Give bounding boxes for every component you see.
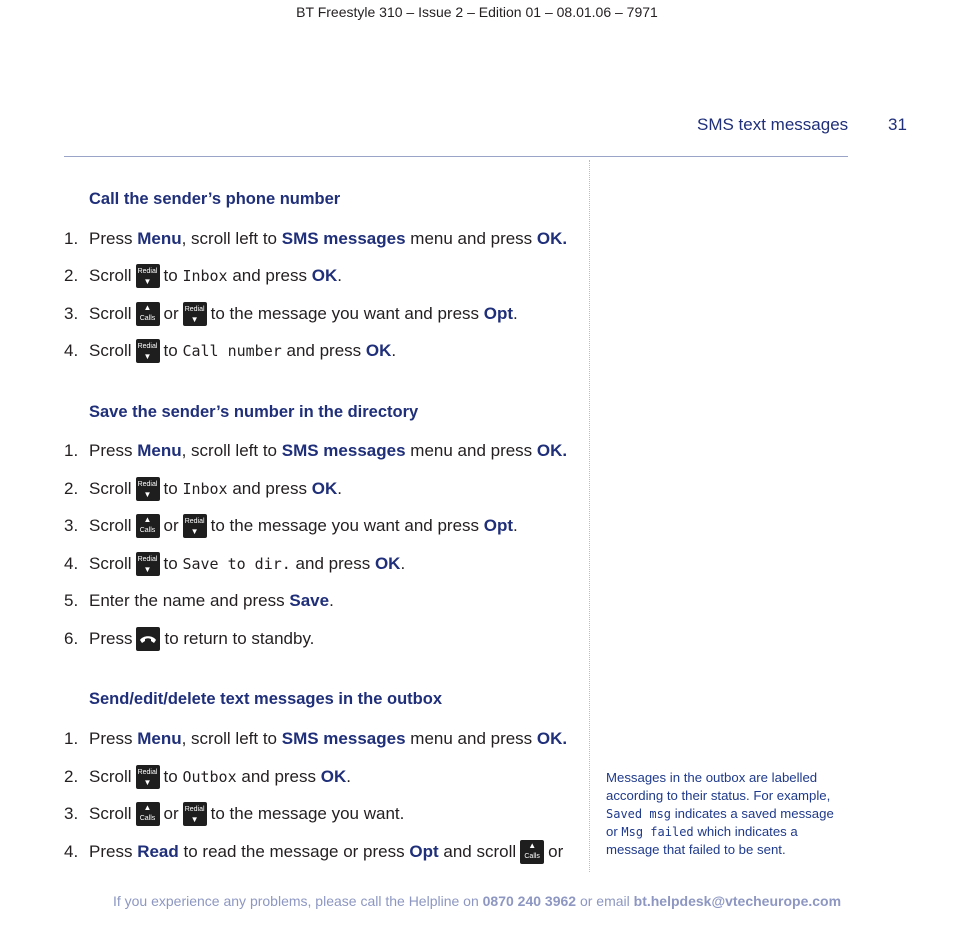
read-key-label: Read [137,842,179,861]
step-text: to [163,341,178,360]
step-item [64,338,396,364]
menu-key-label: Menu [137,229,182,248]
note-text: indicates a saved message or [606,806,834,839]
sms-menu-label: SMS messages [281,441,406,460]
step-text: to return to standby. [164,629,315,648]
opt-key-label: Opt [409,842,439,861]
document-id-header: BT Freestyle 310 – Issue 2 – Edition 01 – 08.01.06 – 7971 [296,4,658,20]
step-text: Scroll [89,479,132,498]
helpline-footer [0,893,954,909]
step-number: 5. [64,591,79,610]
step-text: and press [232,479,307,498]
step-item [64,726,567,752]
step-text: menu and press [410,441,533,460]
step-text: . [329,591,334,610]
step-text: Press [89,229,133,248]
step-item [64,839,563,865]
step-text: to the message you want. [210,804,405,823]
sms-menu-label: SMS messages [281,729,406,748]
side-note [606,769,846,859]
header-rule [64,156,848,157]
step-text: Scroll [89,554,132,573]
step-item [64,626,314,652]
step-item [64,438,567,464]
redial-down-key-icon: Redial ▼ [183,802,207,826]
step-text: Press [89,729,133,748]
step-number: 3. [64,516,79,535]
step-item [64,551,405,577]
ok-key-label: OK [311,266,338,285]
step-item [64,513,518,539]
footer-text: If you experience any problems, please call the Helpline on [112,893,479,909]
screen-text: Outbox [182,768,237,786]
step-text: Scroll [89,304,132,323]
step-text: and press [286,341,362,360]
step-text: menu and press [410,729,533,748]
screen-text-saved: Saved msg [606,807,672,821]
step-number: 2. [64,266,79,285]
calls-up-key-icon: ▲ Calls [520,840,544,864]
step-text: . [337,479,342,498]
redial-down-key-icon: Redial ▼ [183,302,207,326]
step-text: Scroll [89,266,132,285]
menu-key-label: Menu [137,441,182,460]
step-text: to [163,767,178,786]
subheading-save-number: Save the sender’s number in the directory [89,403,419,421]
column-divider [589,160,590,872]
step-number: 4. [64,341,79,360]
step-text: , scroll left to [181,229,278,248]
ok-key-label: OK. [536,729,568,748]
page-number: 31 [888,115,907,134]
save-key-label: Save [289,591,330,610]
note-text: Messages in the outbox are labelled according to their status. For example, [606,770,831,803]
step-text: . [400,554,406,573]
screen-text: Inbox [182,480,228,498]
step-text: menu and press [410,229,533,248]
menu-key-label: Menu [137,729,182,748]
calls-up-key-icon: ▲ Calls [136,302,160,326]
step-text: and scroll [443,842,517,861]
step-text: , scroll left to [181,441,278,460]
subheading-outbox: Send/edit/delete text messages in the outbox [89,690,443,708]
step-text: . [337,266,342,285]
step-number: 6. [64,629,79,648]
helpline-phone: 0870 240 3962 [482,893,577,909]
end-call-key-icon [136,627,160,651]
step-number: 1. [64,441,79,460]
step-item [64,226,567,252]
step-text: Scroll [89,804,132,823]
step-text: to the message you want and press [210,304,480,323]
step-number: 1. [64,229,79,248]
screen-text: Call number [182,342,282,360]
step-item [64,476,342,502]
step-text: Scroll [89,341,132,360]
step-item [64,764,351,790]
step-number: 1. [64,729,79,748]
step-text: . [513,304,518,323]
redial-down-key-icon: Redial ▼ [136,339,160,363]
ok-key-label: OK [374,554,401,573]
calls-up-key-icon: ▲ Calls [136,514,160,538]
calls-up-key-icon: ▲ Calls [136,802,160,826]
ok-key-label: OK. [536,441,568,460]
screen-text: Inbox [182,267,228,285]
step-item [64,801,404,827]
step-text: to [163,266,178,285]
step-text: to [163,554,178,573]
redial-down-key-icon: Redial ▼ [136,477,160,501]
ok-key-label: OK [365,341,392,360]
ok-key-label: OK. [536,229,568,248]
footer-text: or email [579,893,630,909]
screen-text: Save to dir. [182,555,291,573]
step-number: 3. [64,804,79,823]
step-text: or [163,516,179,535]
step-text: Scroll [89,516,132,535]
note-text: which indicates a message that failed to be sent. [606,824,798,857]
subheading-call-sender: Call the sender’s phone number [89,190,341,208]
step-number: 4. [64,554,79,573]
redial-down-key-icon: Redial ▼ [183,514,207,538]
step-number: 2. [64,479,79,498]
step-text: Press [89,842,133,861]
step-text: and press [232,266,307,285]
step-number: 4. [64,842,79,861]
step-text: to [163,479,178,498]
step-text: or [163,304,179,323]
sms-menu-label: SMS messages [281,229,406,248]
step-text: to the message you want and press [210,516,480,535]
ok-key-label: OK [311,479,338,498]
step-text: Press [89,441,133,460]
step-text: , scroll left to [181,729,278,748]
step-item [64,263,342,289]
step-text: . [346,767,351,786]
opt-key-label: Opt [483,304,514,323]
step-text: Press [89,629,133,648]
step-text: to read the message or press [183,842,405,861]
step-text: . [513,516,518,535]
step-number: 3. [64,304,79,323]
section-title: SMS text messages [697,115,849,134]
step-item [64,588,334,614]
step-item [64,301,518,327]
step-text: Scroll [89,767,132,786]
step-text: and press [295,554,371,573]
step-text: Enter the name and press [89,591,285,610]
redial-down-key-icon: Redial ▼ [136,765,160,789]
step-text: or [163,804,179,823]
opt-key-label: Opt [483,516,514,535]
screen-text-failed: Msg failed [621,825,694,839]
step-text: or [548,842,564,861]
redial-down-key-icon: Redial ▼ [136,264,160,288]
helpdesk-email: bt.helpdesk@vtecheurope.com [633,893,842,909]
step-number: 2. [64,767,79,786]
step-text: . [391,341,397,360]
step-text: and press [241,767,317,786]
redial-down-key-icon: Redial ▼ [136,552,160,576]
ok-key-label: OK [320,767,347,786]
